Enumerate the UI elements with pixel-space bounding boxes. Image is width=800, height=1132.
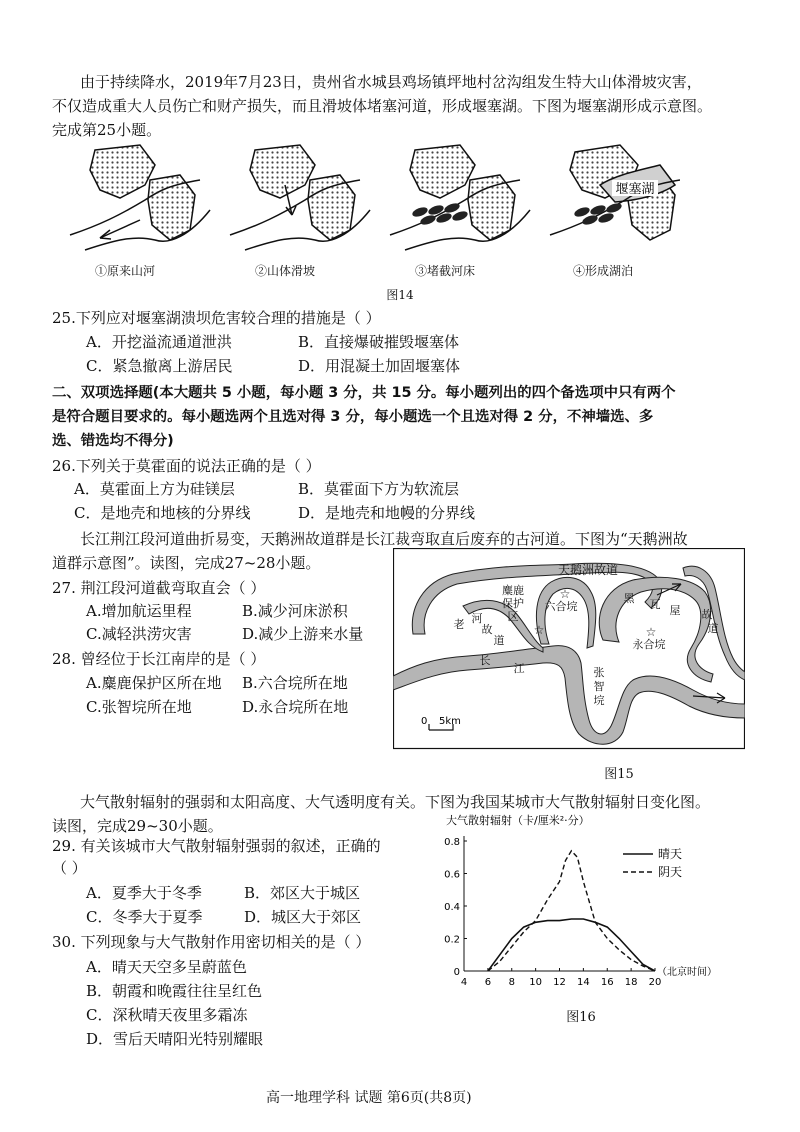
label-zhangzhi-1: 张 <box>593 666 605 679</box>
section2-line2: 是符合题目要求的。每小题选两个且选对得 3 分，每小题选一个且选对得 2 分，不神墙选、多 <box>52 409 654 425</box>
q27-option-c[interactable]: C.减轻洪涝灾害 <box>86 625 192 643</box>
label-zhangzhi-2: 智 <box>593 680 605 693</box>
label-heiwawu-5: 道 <box>707 622 719 635</box>
q27-option-d[interactable]: D.减少上游来水量 <box>242 625 364 643</box>
x-tick-label: 6 <box>484 977 492 988</box>
panel1-caption: ①原来山河 <box>94 264 155 278</box>
q27-stem: 27. 荆江段河道截弯取直会（ ） <box>52 579 266 597</box>
figure-14-caption: 图14 <box>386 288 414 302</box>
milu-reserve-star-icon: ☆ <box>533 623 545 637</box>
q25-option-a[interactable]: A．开挖溢流通道泄洪 <box>86 333 232 351</box>
x-tick-label: 4 <box>460 977 468 988</box>
legend-label-overcast: 阴天 <box>658 865 683 879</box>
chart-y-axis-label: 大气散射辐射（卡/厘米²·分） <box>446 814 590 827</box>
series-line-overcast <box>488 851 655 971</box>
x-tick-label: 10 <box>529 977 542 988</box>
scale-zero: 0 <box>421 716 428 727</box>
y-tick-label: 0.2 <box>444 934 460 946</box>
q25-stem: 25.下列应对堰塞湖溃坝危害较合理的措施是（ ） <box>52 309 381 327</box>
q29-stem-blank: （ ） <box>52 859 87 877</box>
panel-original-river <box>70 145 210 250</box>
q28-option-c[interactable]: C.张智垸所在地 <box>86 698 192 716</box>
q29-stem: 29. 有关该城市大气散射辐射强弱的叙述，正确的 <box>52 837 381 855</box>
y-tick-label: 0 <box>453 967 460 978</box>
map-title-tianezhou: 天鹅洲故道 <box>557 563 619 577</box>
scale-length: 5km <box>439 716 461 727</box>
q28-stem: 28. 曾经位于长江南岸的是（ ） <box>52 650 266 668</box>
panel4-caption: ④形成湖泊 <box>572 264 633 278</box>
q28-option-a[interactable]: A.麋鹿保护区所在地 <box>86 674 222 692</box>
liuhe-star-icon: ☆ <box>559 587 571 601</box>
legend-label-sunny: 晴天 <box>658 847 683 861</box>
intro29-line2: 读图，完成29~30小题。 <box>52 817 223 835</box>
x-tick-label: 8 <box>508 977 515 988</box>
x-tick-label: 12 <box>553 977 566 988</box>
panel3-caption: ③堵截河床 <box>414 264 475 278</box>
label-zhangzhi-3: 垸 <box>593 694 605 707</box>
panel-blocked-riverbed <box>390 145 530 250</box>
x-tick-label: 18 <box>624 977 638 988</box>
q28-option-b[interactable]: B.六合垸所在地 <box>242 674 348 692</box>
label-laohe-4: 道 <box>493 634 505 647</box>
intro27-line1: 长江荆江段河道曲折易变，天鹅洲故道群是长江裁弯取直后废弃的古河道。下图为“天鹅洲故 <box>80 530 688 548</box>
panel-landslide <box>230 145 370 250</box>
label-milu-1: 麋鹿 <box>502 584 524 597</box>
label-liuhe: 六合垸 <box>544 600 578 613</box>
label-heiwawu-1: 黑 <box>623 592 635 605</box>
panel-lake-forms <box>550 145 680 240</box>
label-changjiang-1: 长 <box>479 654 491 667</box>
figure-15-map <box>393 548 745 750</box>
page-footer: 高一地理学科 试题 第6页(共8页) <box>266 1090 472 1106</box>
q30-option-b[interactable]: B．朝霞和晚霞往往呈红色 <box>86 982 263 1000</box>
label-heiwawu-3: 屋 <box>669 604 681 617</box>
intro27-line2: 道群示意图”。读图，完成27~28小题。 <box>52 554 321 572</box>
intro25-line1: 由于持续降水，2019年7月23日，贵州省水城县鸡场镇坪地村岔沟组发生特大山体滑坡灾害， <box>80 73 702 91</box>
q30-option-d[interactable]: D．雪后天晴阳光特别耀眼 <box>86 1030 264 1048</box>
q25-option-c[interactable]: C．紧急撤离上游居民 <box>86 357 233 375</box>
q29-option-b[interactable]: B．郊区大于城区 <box>244 884 361 902</box>
section2-line1: 二、双项选择题(本大题共 5 小题，每小题 3 分，共 15 分。每小题列出的四个备选项中只有两个 <box>52 385 676 401</box>
q29-option-c[interactable]: C．冬季大于夏季 <box>86 908 203 926</box>
intro29-line1: 大气散射辐射的强弱和太阳高度、大气透明度有关。下图为我国某城市大气散射辐射日变化图。 <box>80 793 711 811</box>
q30-option-a[interactable]: A．晴天天空多呈蔚蓝色 <box>86 958 247 976</box>
q30-stem: 30. 下列现象与大气散射作用密切相关的是（ ） <box>52 933 371 951</box>
q29-option-d[interactable]: D．城区大于郊区 <box>244 908 362 926</box>
intro25-line2: 不仅造成重大人员伤亡和财产损失，而且滑坡体堵塞河道，形成堰塞湖。下图为堰塞湖形成示意图。 <box>52 97 713 115</box>
figure-16-chart <box>440 812 730 1002</box>
section2-line3: 选、错选均不得分) <box>52 433 174 449</box>
q26-option-d[interactable]: D．是地壳和地幔的分界线 <box>298 504 476 522</box>
x-tick-label: 20 <box>648 977 662 988</box>
label-milu-2: 保护 <box>502 597 524 610</box>
q30-option-c[interactable]: C．深秋晴天夜里多霜冻 <box>86 1006 248 1024</box>
q25-option-d[interactable]: D．用混凝土加固堰塞体 <box>298 357 461 375</box>
intro25-line3: 完成第25小题。 <box>52 121 162 139</box>
q27-option-b[interactable]: B.减少河床淤积 <box>242 602 348 620</box>
figure-16-caption: 图16 <box>566 1010 596 1025</box>
panel2-caption: ②山体滑坡 <box>254 264 315 278</box>
q26-option-b[interactable]: B．莫霍面下方为软流层 <box>298 480 460 498</box>
label-heiwawu-2: 瓦 <box>649 598 661 611</box>
label-yonghe: 永合垸 <box>632 638 666 651</box>
figure-15-caption: 图15 <box>604 767 634 782</box>
q29-option-a[interactable]: A．夏季大于冬季 <box>86 884 202 902</box>
q28-option-d[interactable]: D.永合垸所在地 <box>242 698 349 716</box>
q26-option-c[interactable]: C．是地壳和地核的分界线 <box>74 504 251 522</box>
lake-label: 堰塞湖 <box>615 182 655 197</box>
label-changjiang-2: 江 <box>513 662 525 675</box>
x-tick-label: 16 <box>600 977 614 988</box>
label-laohe-1: 老 <box>453 618 465 631</box>
y-tick-label: 0.4 <box>444 902 460 913</box>
y-tick-label: 0.8 <box>444 837 460 848</box>
q26-stem: 26.下列关于莫霍面的说法正确的是（ ） <box>52 457 321 475</box>
label-laohe-2: 河 <box>471 612 483 625</box>
label-milu-3: 区 <box>507 610 519 623</box>
chart-x-axis-label: （北京时间） <box>657 967 717 978</box>
chart-legend <box>623 846 682 879</box>
q27-option-a[interactable]: A.增加航运里程 <box>86 602 192 620</box>
label-laohe-3: 故 <box>481 623 493 636</box>
yonghe-star-icon: ☆ <box>645 625 657 639</box>
q26-option-a[interactable]: A．莫霍面上方为硅镁层 <box>74 480 235 498</box>
q25-option-b[interactable]: B．直接爆破摧毁堰塞体 <box>298 333 460 351</box>
x-tick-label: 14 <box>577 977 590 988</box>
label-heiwawu-4: 故 <box>701 608 713 621</box>
y-tick-label: 0.6 <box>444 869 460 881</box>
